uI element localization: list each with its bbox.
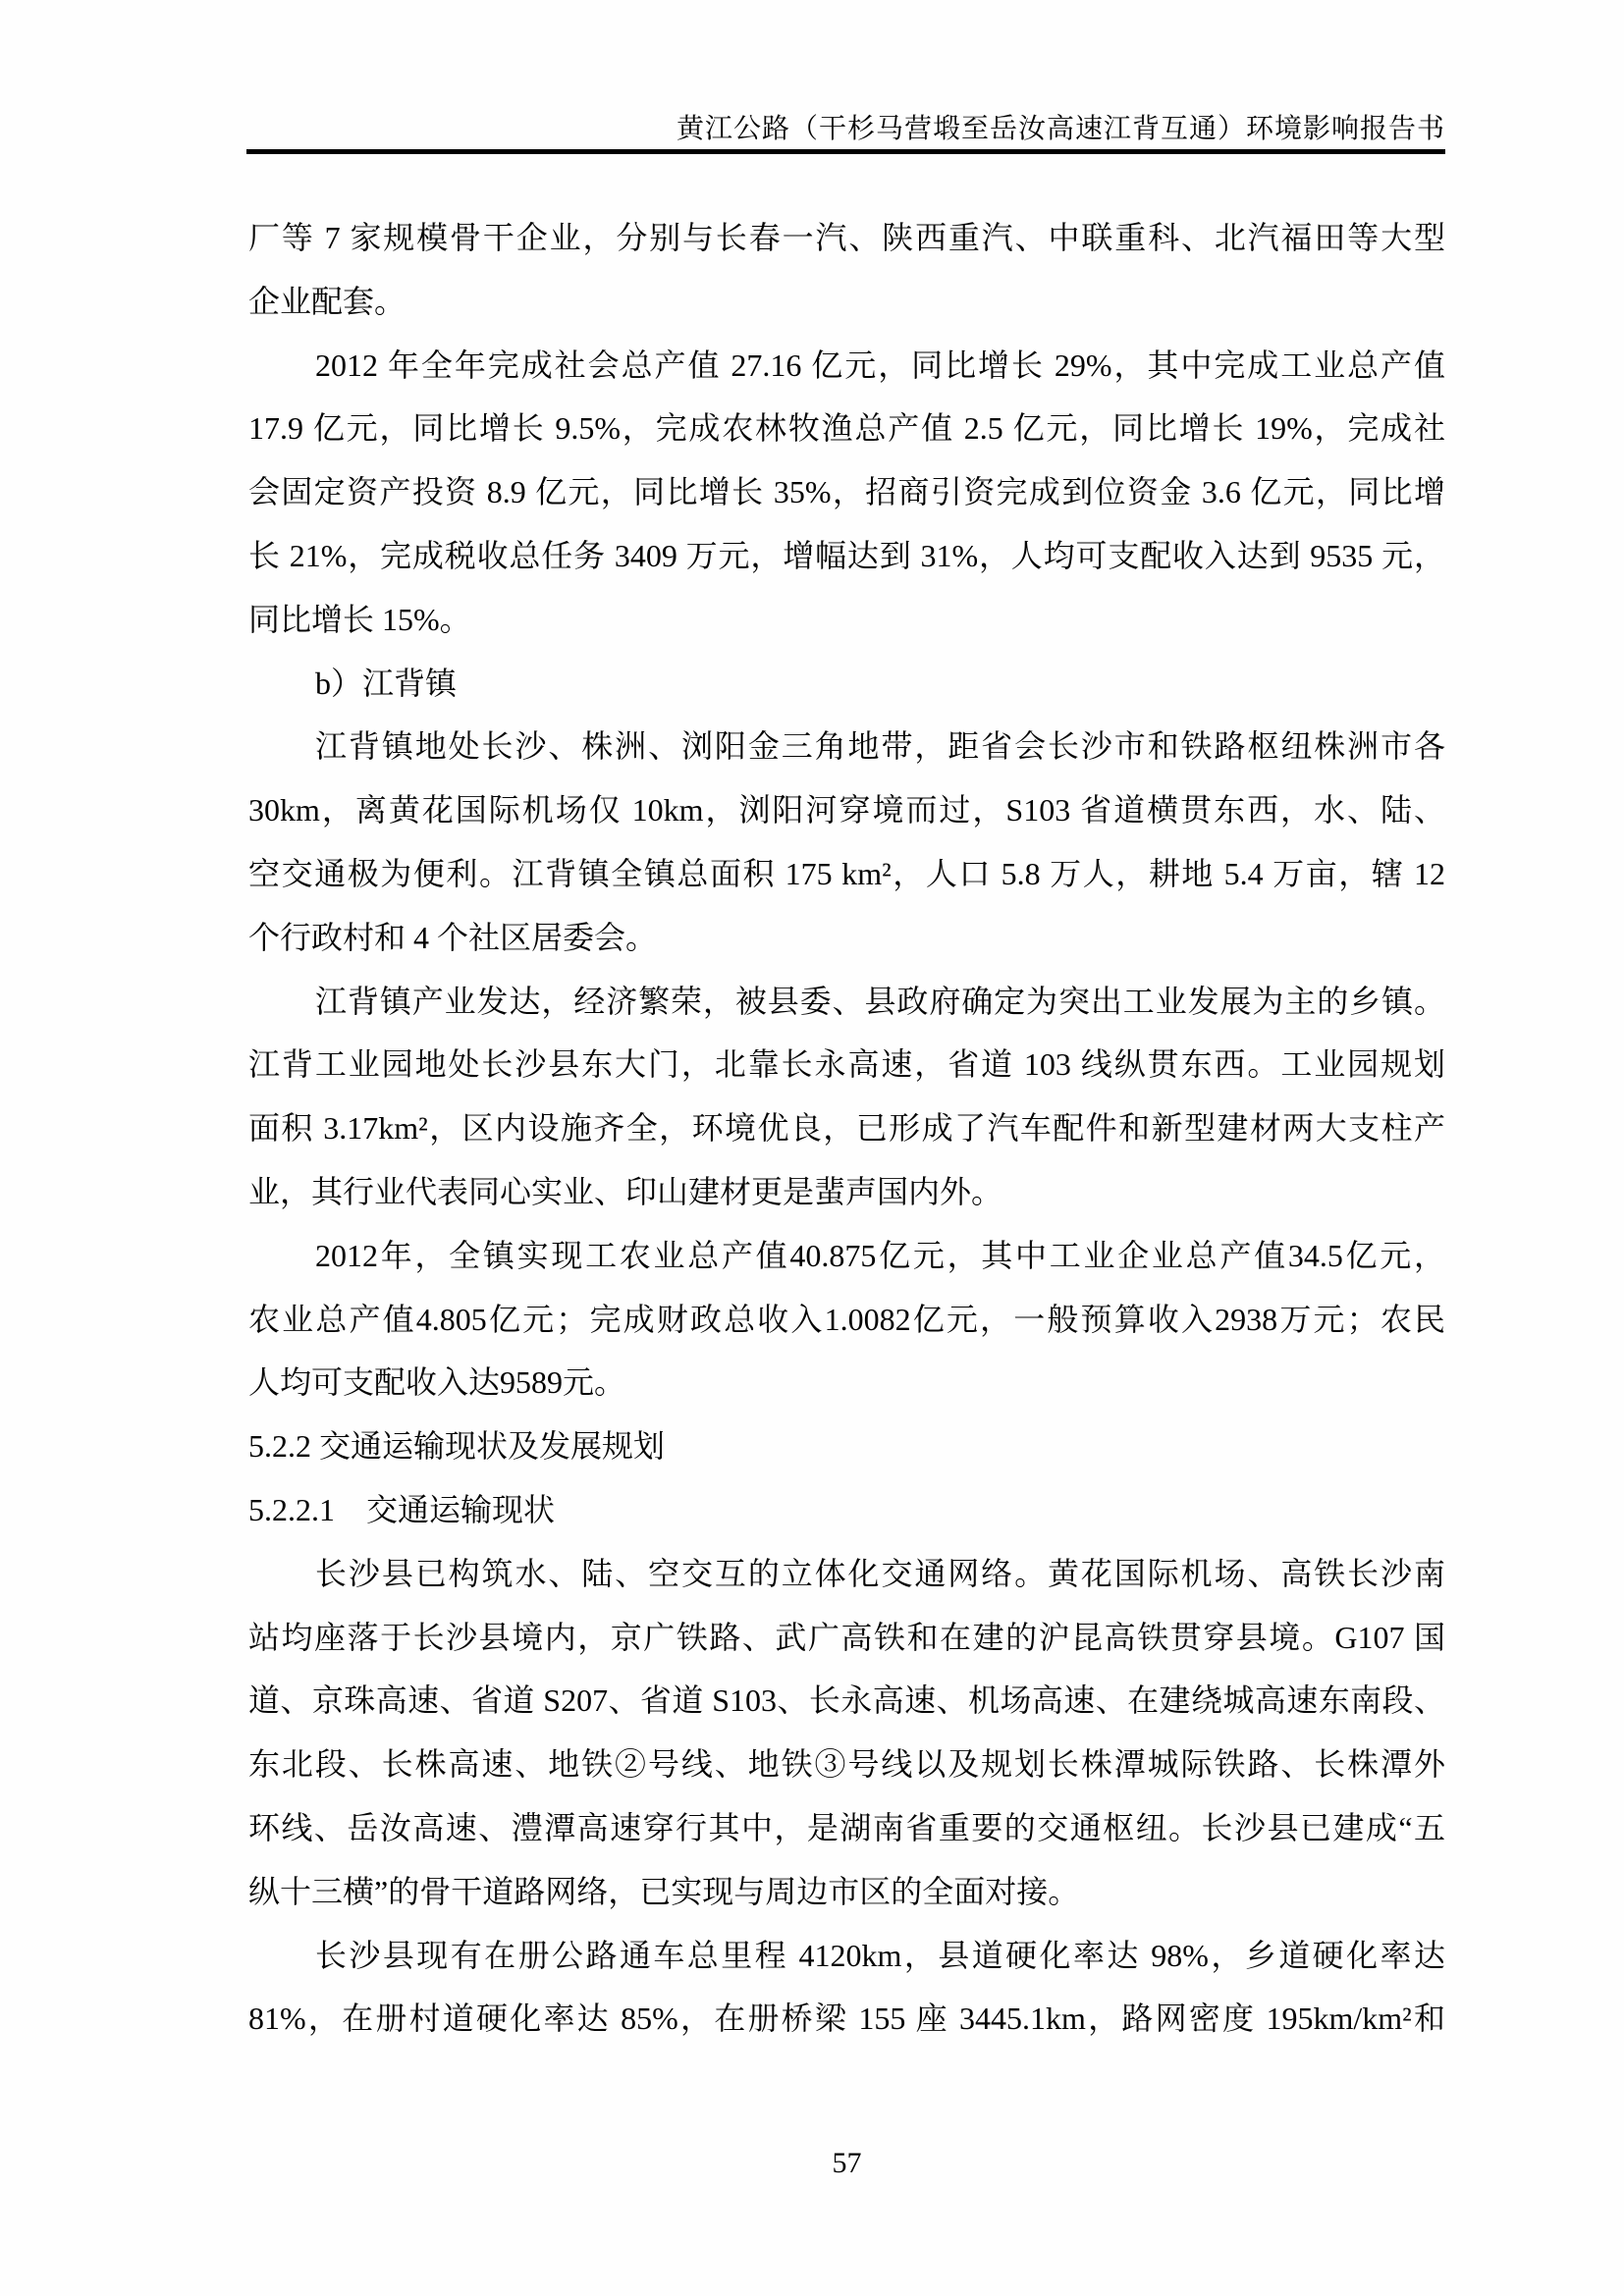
body-line: 人均可支配收入达9589元。 — [248, 1364, 626, 1401]
body-line: 站均座落于长沙县境内，京广铁路、武广高铁和在建的沪昆高铁贯穿县境。G107 国 — [248, 1619, 1445, 1655]
body-line: 江背镇地处长沙、株洲、浏阳金三角地带，距省会长沙市和铁路枢纽株洲市各 — [315, 728, 1445, 765]
section-heading-5-2-2-1: 5.2.2.1 交通运输现状 — [248, 1491, 556, 1527]
section-heading-5-2-2: 5.2.2 交通运输现状及发展规划 — [248, 1428, 666, 1465]
body-text-block — [248, 206, 1445, 2051]
body-line: 2012 年全年完成社会总产值 27.16 亿元，同比增长 29%，其中完成工业总产值 — [315, 347, 1445, 383]
body-line: 江背镇产业发达，经济繁荣，被县委、县政府确定为突出工业发展为主的乡镇。 — [315, 983, 1445, 1019]
body-line: 纵十三横”的骨干道路网络，已实现与周边市区的全面对接。 — [248, 1873, 1080, 1909]
body-line: 农业总产值4.805亿元；完成财政总收入1.0082亿元，一般预算收入2938万元；农民 — [248, 1301, 1445, 1337]
body-line: 个行政村和 4 个社区居委会。 — [248, 919, 658, 955]
body-line: 东北段、长株高速、地铁②号线、地铁③号线以及规划长株潭城际铁路、长株潭外 — [248, 1746, 1445, 1783]
running-header-title: 黄江公路（干杉马营塅至岳汝高速江背互通）环境影响报告书 — [676, 114, 1445, 144]
body-line: 长沙县已构筑水、陆、空交互的立体化交通网络。黄花国际机场、高铁长沙南 — [315, 1555, 1445, 1591]
body-line: 长沙县现有在册公路通车总里程 4120km，县道硬化率达 98%，乡道硬化率达 — [315, 1937, 1445, 1973]
header-rule — [246, 149, 1445, 154]
subsection-label-jiangbei: b）江背镇 — [315, 665, 458, 701]
body-line: 江背工业园地处长沙县东大门，北靠长永高速，省道 103 线纵贯东西。工业园规划 — [248, 1046, 1445, 1083]
body-line: 面积 3.17km²，区内设施齐全，环境优良，已形成了汽车配件和新型建材两大支柱产 — [248, 1110, 1445, 1147]
body-line: 空交通极为便利。江背镇全镇总面积 175 km²，人口 5.8 万人，耕地 5.4 万亩，辖 12 — [248, 855, 1445, 891]
body-line: 道、京珠高速、省道 S207、省道 S103、长永高速、机场高速、在建绕城高速东南段、 — [248, 1682, 1445, 1719]
body-line: 长 21%，完成税收总任务 3409 万元，增幅达到 31%，人均可支配收入达到 9535 元， — [248, 537, 1445, 573]
body-line: 厂等 7 家规模骨干企业，分别与长春一汽、陕西重汽、中联重科、北汽福田等大型 — [248, 220, 1445, 255]
body-line: 会固定资产投资 8.9 亿元，同比增长 35%，招商引资完成到位资金 3.6 亿元，同比增 — [248, 474, 1445, 510]
body-line: 业，其行业代表同心实业、印山建材更是蜚声国内外。 — [248, 1173, 1003, 1209]
body-line: 环线、岳汝高速、澧潭高速穿行其中，是湖南省重要的交通枢纽。长沙县已建成“五 — [248, 1809, 1445, 1845]
body-line: 30km，离黄花国际机场仅 10km，浏阳河穿境而过，S103 省道横贯东西，水、陆、 — [248, 792, 1445, 828]
body-line: 2012年，全镇实现工农业总产值40.875亿元，其中工业企业总产值34.5亿元， — [315, 1237, 1445, 1273]
page-number: 57 — [832, 2147, 862, 2179]
body-line: 同比增长 15%。 — [248, 601, 471, 637]
body-line: 企业配套。 — [248, 283, 406, 319]
body-line: 17.9 亿元，同比增长 9.5%，完成农林牧渔总产值 2.5 亿元，同比增长 19%，完成社 — [248, 410, 1445, 447]
body-line: 81%，在册村道硬化率达 85%，在册桥梁 155 座 3445.1km，路网密度 195km/km²和 — [248, 2001, 1445, 2037]
